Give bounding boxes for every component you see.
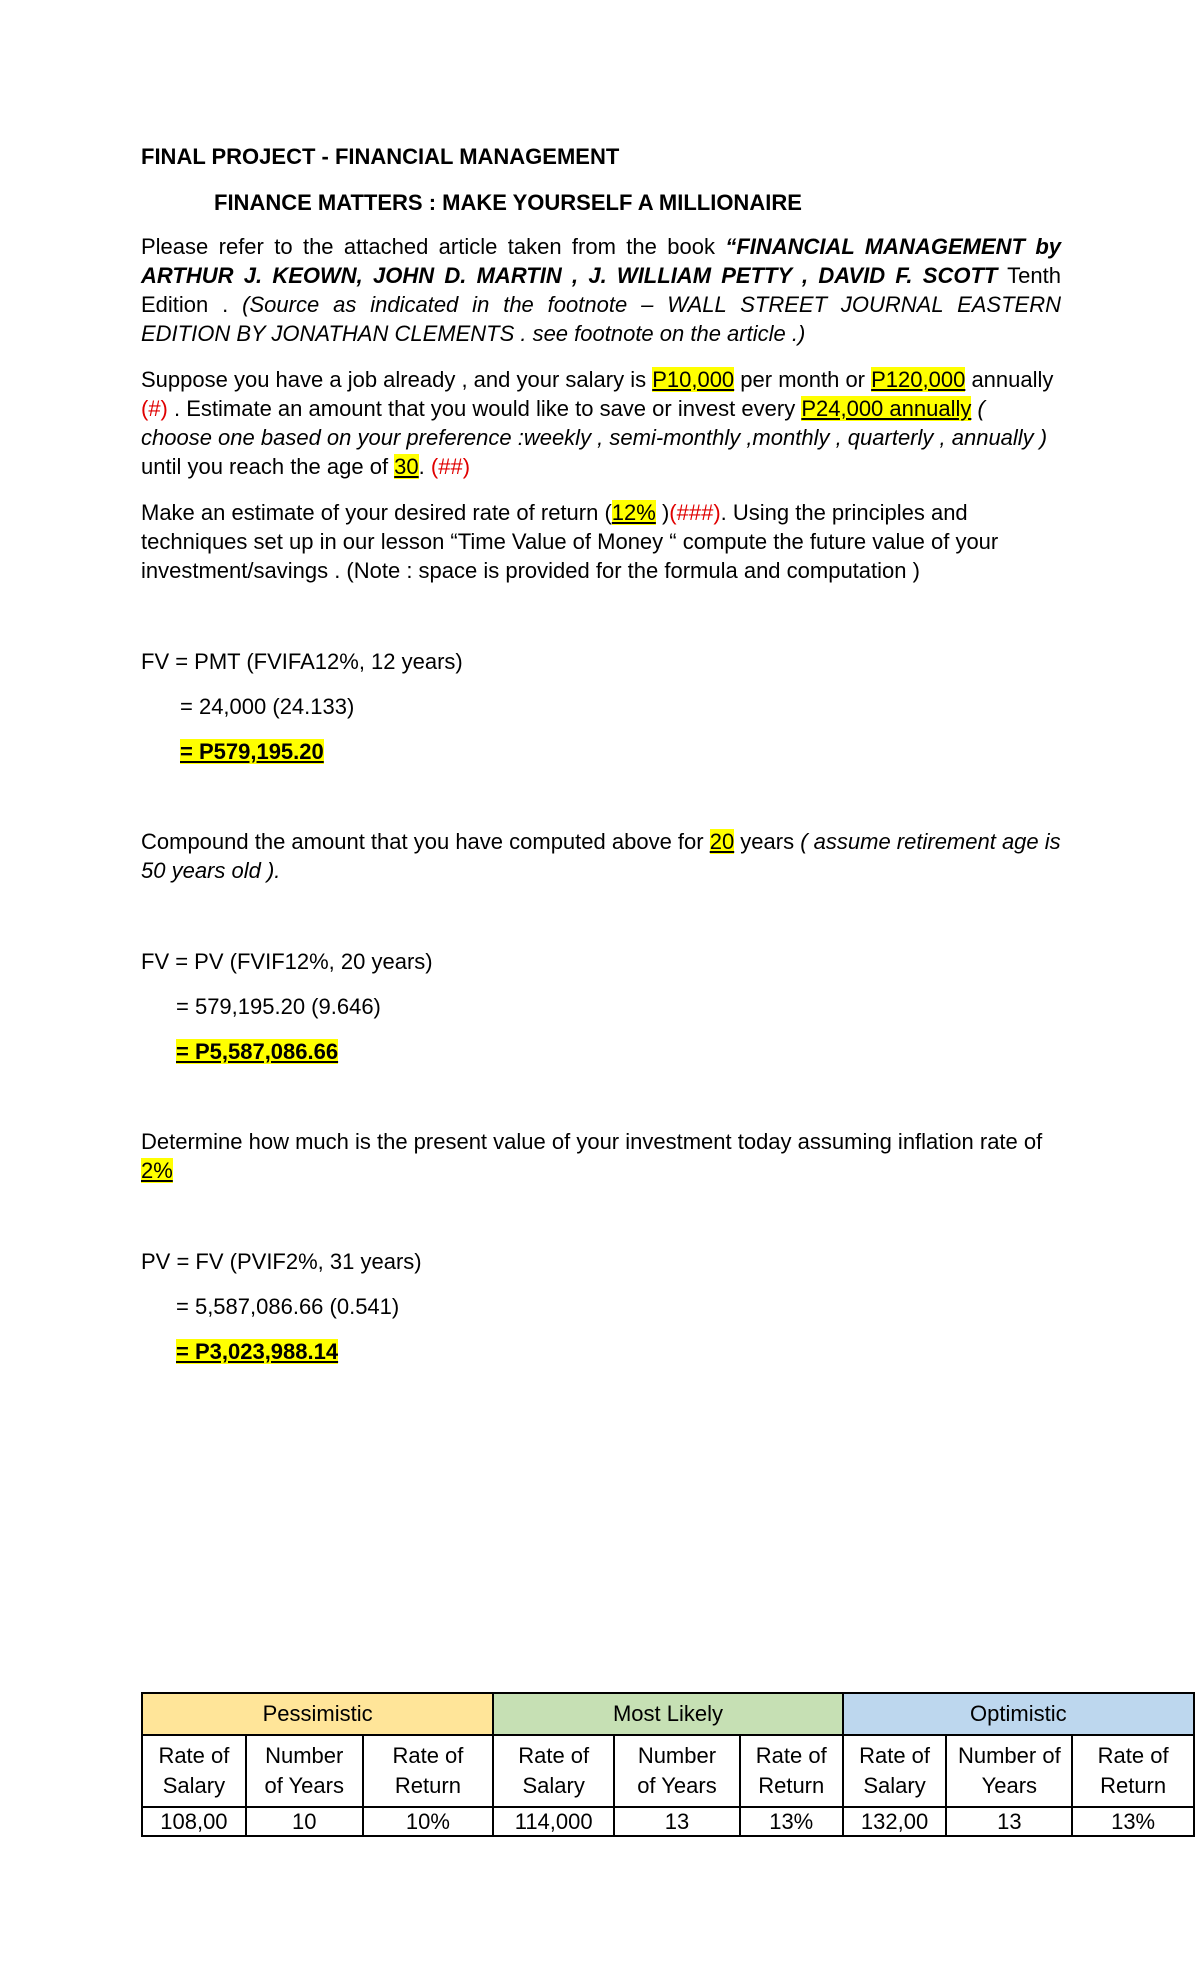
table-cell: 114,000 <box>493 1807 614 1836</box>
edition-text: Tenth Edition . <box>141 263 1061 317</box>
frequency-note: ( choose one based on your preference :weekly , semi-monthly ,monthly , quarterly , annually ) <box>141 396 1048 450</box>
subheader-cell <box>142 1735 246 1807</box>
subheader-line: Number of <box>957 1743 1061 1768</box>
book-reference: “FINANCIAL MANAGEMENT by ARTHUR J. KEOWN, JOHN D. MARTIN , J. WILLIAM PETTY , DAVID F. SCOTT <box>141 234 1061 288</box>
subheader-line: of Years <box>264 1773 344 1798</box>
subheader-line: Years <box>981 1773 1038 1798</box>
marker-3: (###) <box>669 500 721 525</box>
table-cell: 10 <box>246 1807 363 1836</box>
table-cell: 13 <box>946 1807 1072 1836</box>
page-title: FINAL PROJECT - FINANCIAL MANAGEMENT <box>141 144 620 169</box>
table-subheader-row <box>142 1735 1194 1807</box>
subheader-line: Number <box>637 1743 717 1768</box>
pv-step: = 5,587,086.66 (0.541) <box>176 1294 400 1319</box>
subheader-cell <box>246 1735 363 1807</box>
table-cell: 13% <box>1072 1807 1194 1836</box>
table-group-row <box>142 1693 1194 1735</box>
salary-text-4: . Estimate an amount that you would like to save or invest every <box>167 396 802 421</box>
salary-text: Suppose you have a job already , and your salary is <box>141 367 653 392</box>
pv-formula: PV = FV (PVIF2%, 31 years) <box>141 1249 422 1274</box>
retirement-note: ( assume retirement age is 50 years old ). <box>141 829 1061 883</box>
table-row <box>142 1807 1194 1836</box>
marker-2: (##) <box>430 454 471 479</box>
annual-salary: P120,000 <box>871 367 966 392</box>
intro-text: Please refer to the attached article taken from the book <box>141 234 726 259</box>
marker-1: (#) <box>141 396 168 421</box>
salary-text-2: per month or <box>734 367 872 392</box>
rate-of-return: 12% <box>611 500 656 525</box>
return-text-2: ) <box>655 500 670 525</box>
fv-result-1: = P579,195.20 <box>180 739 324 764</box>
subheader-line: Rate of <box>755 1743 827 1768</box>
inflation-paragraph <box>141 1127 1061 1185</box>
fv-result-1-wrap <box>180 737 1100 766</box>
table-cell: 13 <box>614 1807 740 1836</box>
pv-result-wrap <box>176 1337 1096 1366</box>
subheader-line: Rate of <box>392 1743 464 1768</box>
subheader-line: Number <box>265 1743 344 1768</box>
pv-result: = P3,023,988.14 <box>176 1339 339 1364</box>
salary-text-6: until you reach the age of <box>141 454 395 479</box>
subheader-line: Return <box>1100 1773 1167 1798</box>
subheader-cell <box>614 1735 740 1807</box>
return-text-3: . Using the principles and techniques set up in our lesson “Time Value of Money “ compute the future value of your investment/savings . (Note : space is provided for the formula and computation ) <box>141 500 999 583</box>
salary-text-7: . <box>418 454 431 479</box>
subheader-cell <box>740 1735 843 1807</box>
table-cell: 13% <box>740 1807 843 1836</box>
fv-formula-2: FV = PV (FVIF12%, 20 years) <box>141 949 433 974</box>
header-pessimistic: Pessimistic <box>142 1693 493 1735</box>
monthly-salary: P10,000 <box>652 367 735 392</box>
source-note: (Source as indicated in the footnote – WALL STREET JOURNAL EASTERN EDITION BY JONATHAN CLEMENTS . see footnote on the article .) <box>141 292 1061 346</box>
savings-amount: P24,000 annually <box>801 396 972 421</box>
compound-text-2: years <box>734 829 801 854</box>
subheader-line: Salary <box>863 1773 926 1798</box>
header-most-likely: Most Likely <box>493 1693 842 1735</box>
inflation-text: Determine how much is the present value of your investment today assuming inflation rate of <box>141 1129 1043 1154</box>
subheader-cell <box>1072 1735 1194 1807</box>
fv-result-2-wrap <box>176 1037 1096 1066</box>
intro-paragraph <box>141 232 1061 348</box>
compound-paragraph <box>141 827 1061 885</box>
fv-formula-1: FV = PMT (FVIFA12%, 12 years) <box>141 649 463 674</box>
subheader-cell <box>493 1735 614 1807</box>
compound-text: Compound the amount that you have computed above for <box>141 829 710 854</box>
salary-text-3: annually <box>965 367 1054 392</box>
subheader-line: Salary <box>162 1773 226 1798</box>
fv-step-1: = 24,000 (24.133) <box>180 694 355 719</box>
scenario-table <box>141 1692 1195 1837</box>
table-cell: 132,00 <box>843 1807 947 1836</box>
subheader-line: Rate of <box>859 1743 931 1768</box>
subheader-line: Rate of <box>158 1743 230 1768</box>
subheader-line: Return <box>758 1773 825 1798</box>
table-cell: 108,00 <box>142 1807 246 1836</box>
subheader-line: Rate of <box>518 1743 590 1768</box>
header-optimistic: Optimistic <box>843 1693 1194 1735</box>
inflation-rate: 2% <box>141 1158 173 1183</box>
subheader-line: Return <box>394 1773 461 1798</box>
subheader-line: of Years <box>637 1773 717 1798</box>
return-text: Make an estimate of your desired rate of return ( <box>141 500 612 525</box>
subheader-cell <box>946 1735 1072 1807</box>
subheader-line: Rate of <box>1097 1743 1169 1768</box>
salary-paragraph <box>141 365 1061 481</box>
compound-years: 20 <box>709 829 735 854</box>
target-age: 30 <box>394 454 419 479</box>
return-paragraph <box>141 498 1061 585</box>
page-subtitle: FINANCE MATTERS : MAKE YOURSELF A MILLIONAIRE <box>214 190 802 215</box>
subheader-cell <box>363 1735 494 1807</box>
fv-result-2: = P5,587,086.66 <box>176 1039 339 1064</box>
subheader-cell <box>843 1735 947 1807</box>
table-cell: 10% <box>363 1807 494 1836</box>
subheader-line: Salary <box>522 1773 585 1798</box>
fv-step-2: = 579,195.20 (9.646) <box>176 994 381 1019</box>
